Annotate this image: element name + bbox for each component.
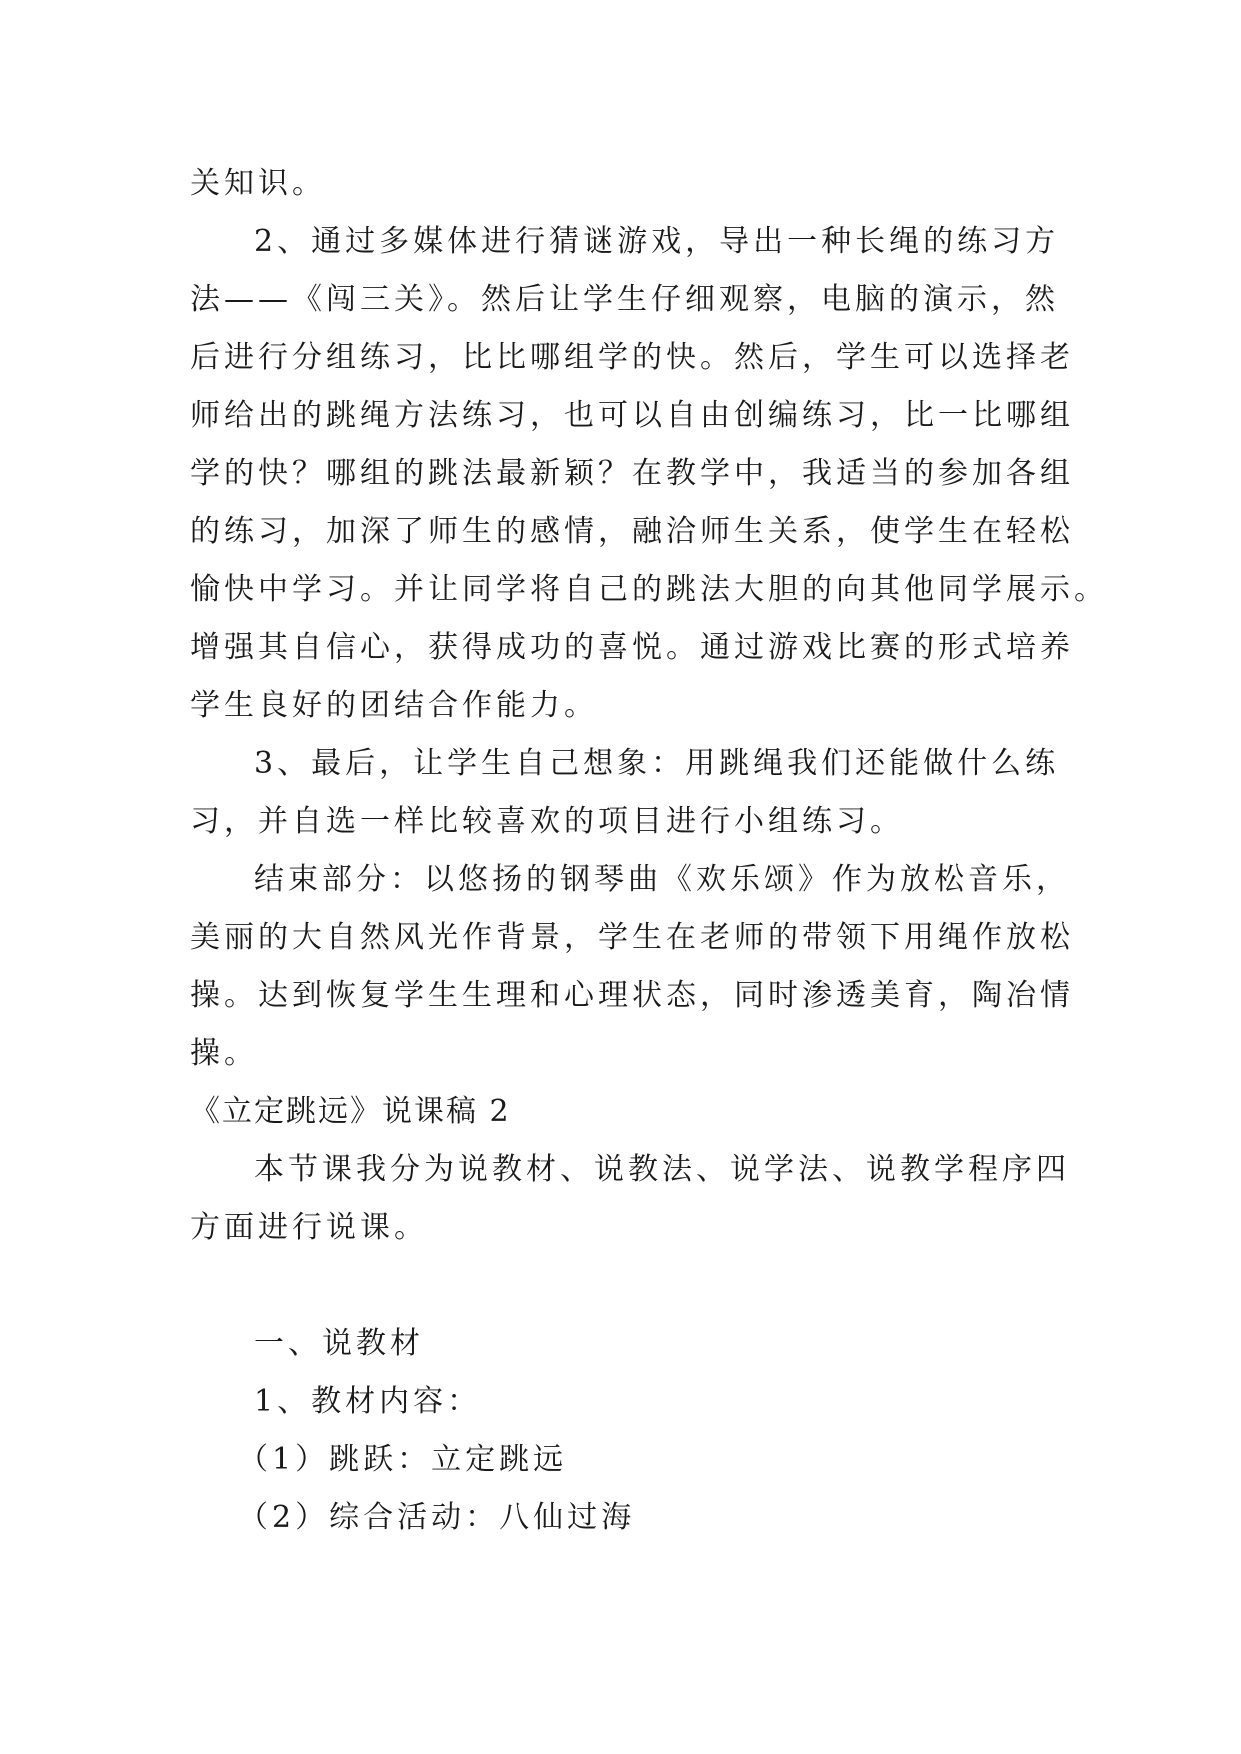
text-line: 美丽的大自然风光作背景，学生在老师的带领下用绳作放松 bbox=[190, 920, 1074, 955]
section-title: 《立定跳远》说课稿 2 bbox=[190, 1094, 511, 1129]
text-line: 法——《闯三关》。然后让学生仔细观察，电脑的演示，然 bbox=[190, 282, 1059, 317]
text-line: 本节课我分为说教材、说教法、说学法、说教学程序四 bbox=[254, 1152, 1070, 1187]
text-line: 习，并自选一样比较喜欢的项目进行小组练习。 bbox=[190, 804, 904, 839]
sub-list-item: （2）综合活动：八仙过海 bbox=[238, 1500, 636, 1535]
text-line: 师给出的跳绳方法练习，也可以自由创编练习，比一比哪组 bbox=[190, 398, 1074, 433]
section-heading: 一、说教材 bbox=[254, 1326, 424, 1361]
text-line: 的练习，加深了师生的感情，融洽师生关系，使学生在轻松 bbox=[190, 514, 1074, 549]
text-line: 3、最后，让学生自己想象：用跳绳我们还能做什么练 bbox=[254, 746, 1060, 781]
text-line: 愉快中学习。并让同学将自己的跳法大胆的向其他同学展示。 bbox=[190, 572, 1108, 607]
text-line: 增强其自信心，获得成功的喜悦。通过游戏比赛的形式培养 bbox=[190, 630, 1074, 665]
text-line: 操。达到恢复学生生理和心理状态，同时渗透美育，陶冶情 bbox=[190, 978, 1074, 1013]
text-line: 后进行分组练习，比比哪组学的快。然后，学生可以选择老 bbox=[190, 340, 1074, 375]
document-body bbox=[190, 155, 1108, 1547]
text-line: 结束部分：以悠扬的钢琴曲《欢乐颂》作为放松音乐， bbox=[254, 862, 1070, 897]
blank-line bbox=[190, 1257, 1052, 1315]
text-line: 操。 bbox=[190, 1036, 258, 1071]
text-line: 2、通过多媒体进行猜谜游戏，导出一种长绳的练习方 bbox=[254, 224, 1060, 259]
text-line: 学的快？哪组的跳法最新颖？在教学中，我适当的参加各组 bbox=[190, 456, 1074, 491]
list-item: 1、教材内容： bbox=[254, 1384, 482, 1419]
text-line: 关知识。 bbox=[190, 166, 326, 201]
text-line: 学生良好的团结合作能力。 bbox=[190, 688, 598, 723]
text-line: 方面进行说课。 bbox=[190, 1210, 428, 1245]
sub-list-item: （1）跳跃：立定跳远 bbox=[238, 1442, 568, 1477]
